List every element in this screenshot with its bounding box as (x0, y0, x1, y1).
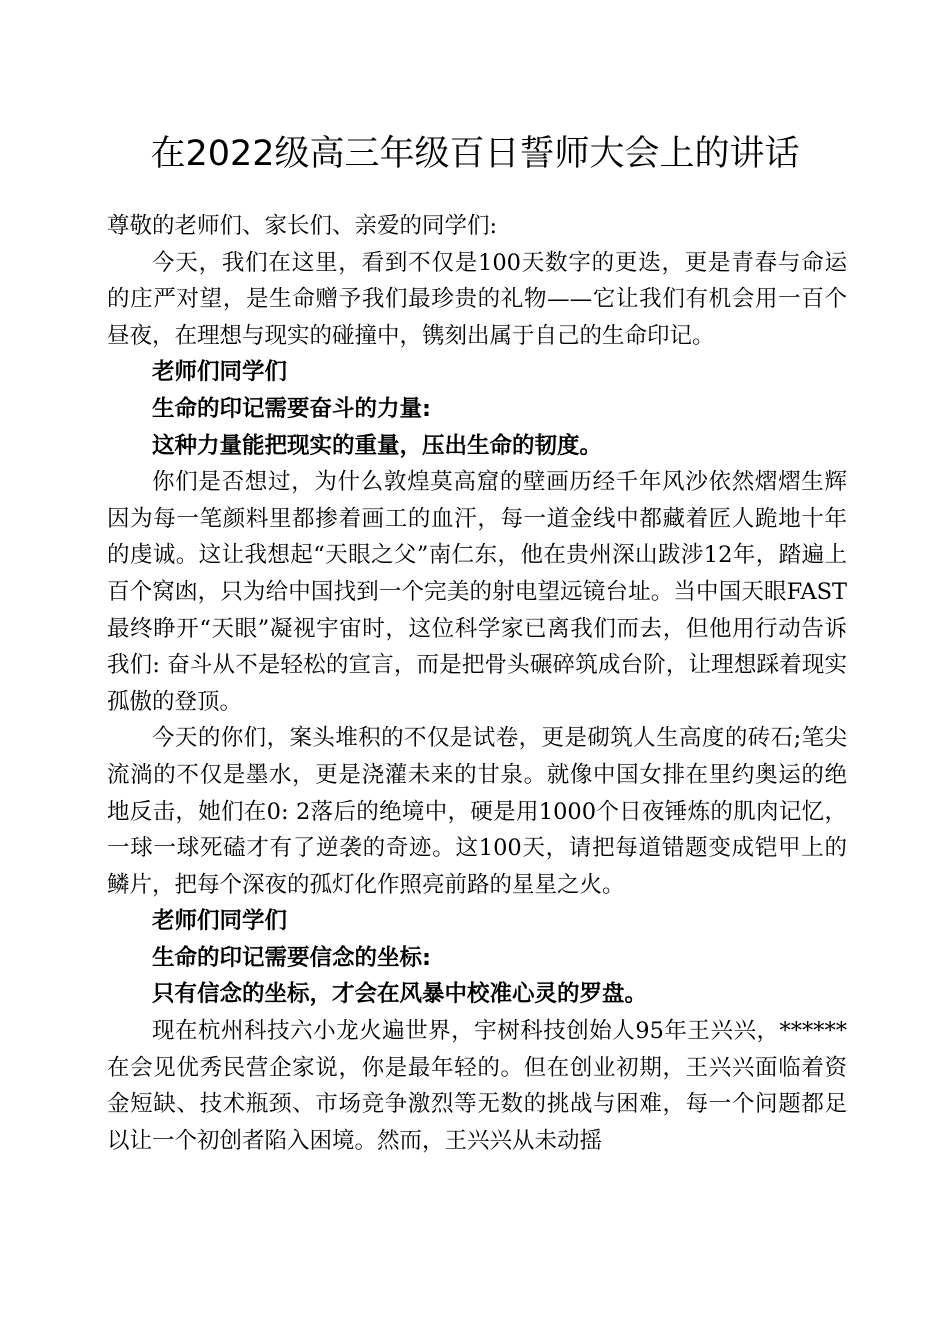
paragraph: 你们是否想过，为什么敦煌莫高窟的壁画历经千年风沙依然熠熠生辉因为每一笔颜料里都掺着画工的血汗，每一道金线中都藏着匠人跪地十年的虔诚。这让我想起“天眼之父”南仁东，他在贵州深山跋涉12年，踏遍上百个窝凼，只为给中国找到一个完美的射电望远镜台址。当中国天眼FAST最终睁开“天眼”凝视宇宙时，这位科学家已离我们而去，但他用行动告诉我们: 奋斗从不是轻松的宣言，而是把骨头碾碎筑成台阶，让理想踩着现实孤傲的登顶。 (107, 469, 847, 715)
section-heading: 生命的印记需要奋斗的力量: (152, 395, 431, 422)
document-body (107, 208, 847, 1159)
section-heading: 老师们同学们 (152, 359, 288, 386)
section-heading: 这种力量能把现实的重量，压出生命的韧度。 (152, 432, 603, 459)
paragraph: 今天，我们在这里，看到不仅是100天数字的更迭，更是青春与命运的庄严对望，是生命赠予我们最珍贵的礼物——它让我们有机会用一百个昼夜，在理想与现实的碰撞中，镌刻出属于自己的生命印记。 (107, 249, 847, 349)
greeting-line: 尊敬的老师们、家长们、亲爱的同学们: (107, 213, 498, 239)
paragraph: 今天的你们，案头堆积的不仅是试卷，更是砌筑人生高度的砖石;笔尖流淌的不仅是墨水，更是浇灌未来的甘泉。就像中国女排在里约奥运的绝地反击，她们在0: 2落后的绝境中，硬是用1000个日夜锤炼的肌肉记忆，一球一球死磕才有了逆袭的奇迹。这100天，请把每道错题变成铠甲上的鳞片，把每个深夜的孤灯化作照亮前路的星星之火。 (107, 725, 847, 898)
section-heading: 只有信念的坐标，才会在风暴中校准心灵的罗盘。 (152, 981, 648, 1008)
paragraph: 现在杭州科技六小龙火遍世界，宇树科技创始人95年王兴兴，******在会见优秀民营企家说，你是最年轻的。但在创业初期，王兴兴面临着资金短缺、技术瓶颈、市场竞争激烈等无数的挑战与困难，每一个问题都足以让一个初创者陷入困境。然而，王兴兴从未动摇 (107, 1018, 847, 1154)
section-heading: 老师们同学们 (152, 908, 288, 935)
section-heading: 生命的印记需要信念的坐标: (152, 944, 431, 971)
document-title: 在2022级高三年级百日誓师大会上的讲话 (150, 134, 800, 174)
